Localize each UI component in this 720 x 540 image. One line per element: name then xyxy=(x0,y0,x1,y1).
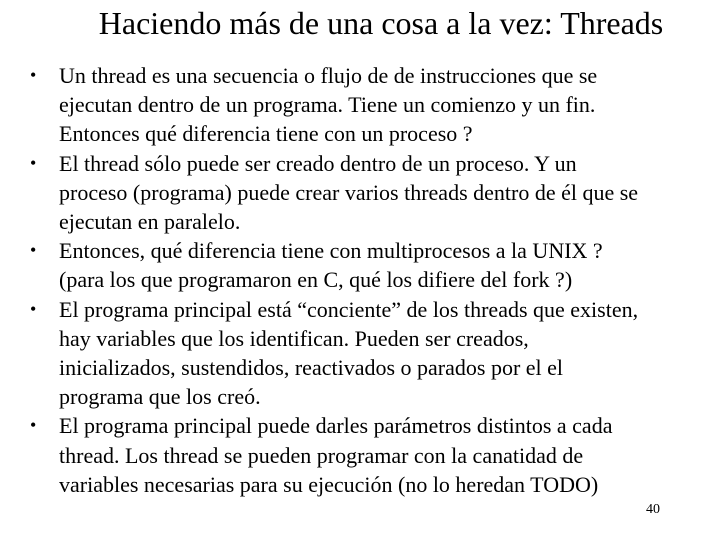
bullet-dot-icon: • xyxy=(30,65,37,85)
bullet-item xyxy=(30,61,702,149)
bullet-text-line: El programa principal está “conciente” de los threads que existen, xyxy=(59,296,639,322)
bullet-text-line: inicializados, sustendidos, reactivados o parados por el el xyxy=(59,355,564,381)
bullet-dot-icon: • xyxy=(30,152,37,173)
bullet-text-line: Entonces, qué diferencia tiene con multiprocesos a la UNIX ? xyxy=(59,238,603,264)
bullet-dot-icon: • xyxy=(30,240,37,261)
bullet-text-line: El programa principal puede darles parámetros distintos a cada xyxy=(59,413,613,439)
bullet-item xyxy=(30,149,702,237)
bullet-list xyxy=(30,61,702,499)
bullet-text-line: (para los que programaron en C, qué los difiere del fork ?) xyxy=(59,267,573,293)
bullet-text-line: hay variables que los identifican. Pueden ser creados, xyxy=(59,325,529,351)
slide-title: Haciendo más de una cosa a la vez: Threads xyxy=(98,5,664,41)
bullet-item xyxy=(30,295,702,412)
bullet-item xyxy=(30,236,702,294)
bullet-text-line: ejecutan en paralelo. xyxy=(59,209,241,235)
bullet-text-line: ejecutan dentro de un programa. Tiene un comienzo y un fin. xyxy=(59,92,596,118)
bullet-text-line: programa que los creó. xyxy=(59,384,261,410)
bullet-text-line: thread. Los thread se pueden programar con la canatidad de xyxy=(59,442,584,468)
bullet-text-line: Entonces qué diferencia tiene con un proceso ? xyxy=(59,121,473,147)
bullet-text-line: variables necesarias para su ejecución (no lo heredan TODO) xyxy=(59,471,599,497)
page-number: 40 xyxy=(646,502,660,517)
bullet-text-line: El thread sólo puede ser creado dentro de un proceso. Y un xyxy=(59,150,577,176)
bullet-item xyxy=(30,411,702,499)
bullet-text-line: proceso (programa) puede crear varios threads dentro de él que se xyxy=(59,179,639,205)
bullet-text-line: Un thread es una secuencia o flujo de de instrucciones que se xyxy=(59,63,598,88)
bullet-dot-icon: • xyxy=(30,415,37,436)
bullet-dot-icon: • xyxy=(30,298,37,319)
